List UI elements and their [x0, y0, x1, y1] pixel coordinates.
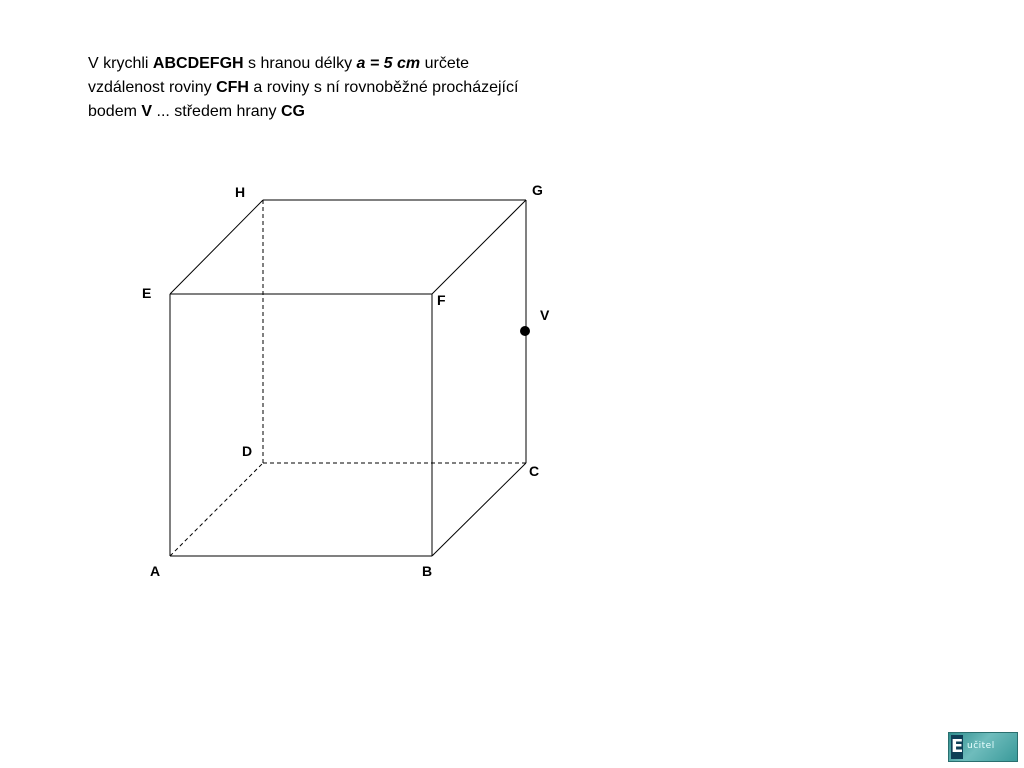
logo-mark-icon: E	[951, 736, 964, 757]
label-a: A	[150, 563, 161, 579]
edge-gf	[432, 200, 526, 294]
edge-eh	[170, 200, 263, 294]
cube-name: ABCDEFGH	[152, 55, 244, 72]
label-e: E	[142, 285, 152, 301]
label-f: F	[437, 292, 446, 308]
task-text-part: určete	[420, 55, 470, 72]
logo-text: učitel	[967, 741, 995, 751]
point-v-dot	[520, 326, 530, 336]
label-h: H	[235, 184, 246, 200]
label-g: G	[532, 182, 543, 198]
edge-cb	[432, 463, 526, 556]
task-text-part: bodem	[88, 103, 142, 120]
label-b: B	[422, 563, 433, 579]
cube-edges	[170, 200, 526, 556]
task-text-part: V krychli	[88, 55, 153, 72]
label-c: C	[529, 463, 540, 479]
edge-length: a = 5 cm	[356, 55, 421, 72]
plane-name: CFH	[216, 79, 249, 96]
label-d: D	[242, 443, 253, 459]
task-text-part: a roviny s ní rovnoběžné procházející	[248, 79, 519, 96]
edge-ad-hidden	[170, 463, 263, 556]
task-text-part: vzdálenost roviny	[88, 79, 217, 96]
edge-name: CG	[280, 103, 305, 120]
label-v: V	[540, 307, 550, 323]
task-text-part: s hranou délky	[243, 55, 357, 72]
task-text-part: ... středem hrany	[152, 103, 281, 120]
publisher-logo	[948, 732, 1018, 762]
point-name: V	[141, 103, 153, 120]
